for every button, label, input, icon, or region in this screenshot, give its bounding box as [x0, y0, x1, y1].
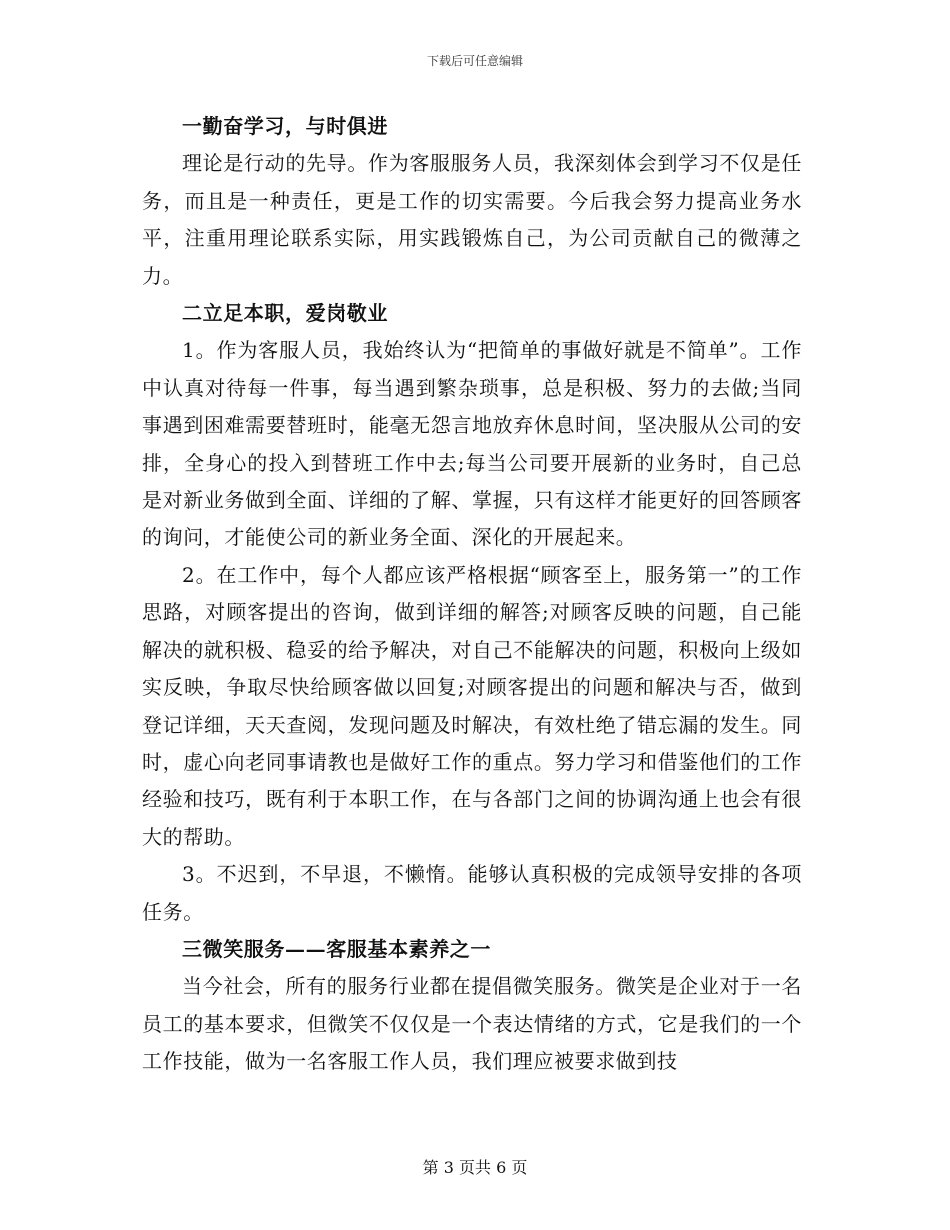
page-header: 下载后可任意编辑	[426, 54, 523, 68]
paragraph: 当今社会，所有的服务行业都在提倡微笑服务。微笑是企业对于一名员工的基本要求，但微笑不仅仅是一个表达情绪的方式，它是我们的一个工作技能，做为一名客服工作人员，我们理应被要求做到技	[142, 974, 802, 1074]
paragraph: 3。不迟到，不早退，不懒惰。能够认真积极的完成领导安排的各项任务。	[142, 862, 802, 924]
paragraph: 理论是行动的先导。作为客服服务人员，我深刻体会到学习不仅是任务，而且是一种责任，更是工作的切实需要。今后我会努力提高业务水平，注重用理论联系实际，用实践锻炼自己，为公司贡献自己的微薄之力。	[142, 151, 802, 288]
section-heading: 一勤奋学习，与时俱进	[182, 114, 388, 138]
document-body	[142, 108, 802, 1081]
section-heading: 二立足本职，爱岗敬业	[182, 301, 388, 326]
section-heading: 三微笑服务——客服基本素养之一	[182, 936, 491, 961]
paragraph: 1。作为客服人员，我始终认为“把简单的事做好就是不简单”。工作中认真对待每一件事，每当遇到繁杂琐事，总是积极、努力的去做;当同事遇到困难需要替班时，能毫无怨言地放弃休息时间，坚决服从公司的安排，全身心的投入到替班工作中去;每当公司要开展新的业务时，自己总是对新业务做到全面、详细的了解、掌握，只有这样才能更好的回答顾客的询问，才能使公司的新业务全面、深化的开展起来。	[142, 338, 802, 550]
paragraph: 2。在工作中，每个人都应该严格根据“顾客至上，服务第一”的工作思路，对顾客提出的咨询，做到详细的解答;对顾客反映的问题，自己能解决的就积极、稳妥的给予解决，对自己不能解决的问题，积极向上级如实反映，争取尽快给顾客做以回复;对顾客提出的问题和解决与否，做到登记详细，天天查阅，发现问题及时解决，有效杜绝了错忘漏的发生。同时，虚心向老同事请教也是做好工作的重点。努力学习和借鉴他们的工作经验和技巧，既有利于本职工作，在与各部门之间的协调沟通上也会有很大的帮助。	[142, 562, 802, 849]
page-footer: 第 3 页共 6 页	[422, 1158, 528, 1177]
